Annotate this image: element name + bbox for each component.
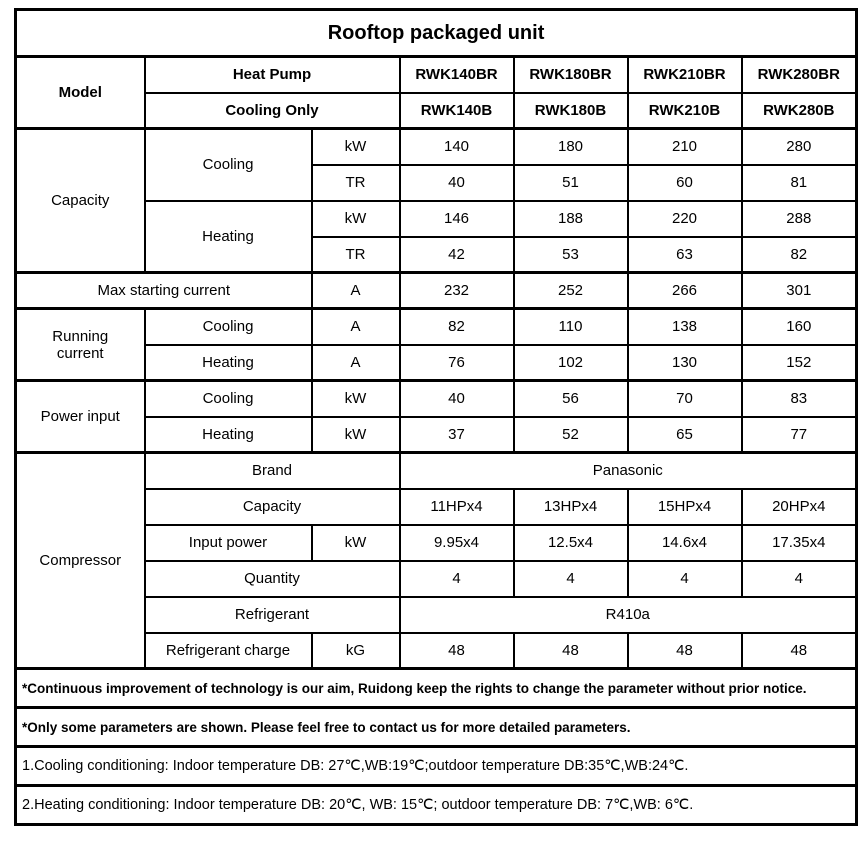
value-cell: 130: [628, 345, 742, 381]
value-cell: 4: [628, 561, 742, 597]
value-cell: 9.95x4: [400, 525, 514, 561]
running-current-label: Running current: [16, 309, 145, 381]
footnote: *Only some parameters are shown. Please feel free to contact us for more detailed parameters.: [16, 708, 857, 747]
value-cell: 232: [400, 273, 514, 309]
unit-cell: kW: [312, 525, 400, 561]
max-starting-current-label: Max starting current: [16, 273, 312, 309]
value-cell: 63: [628, 237, 742, 273]
table-row: [16, 381, 857, 417]
footnote: 2.Heating conditioning: Indoor temperature DB: 20℃, WB: 15℃; outdoor temperature DB: 7℃,WB: 6℃.: [16, 786, 857, 825]
unit-cell: TR: [312, 237, 400, 273]
cooling-label: Cooling: [145, 129, 312, 201]
capacity-label: Capacity: [16, 129, 145, 273]
value-cell: 220: [628, 201, 742, 237]
unit-cell: A: [312, 345, 400, 381]
value-cell: 82: [742, 237, 857, 273]
table-row: [16, 747, 857, 786]
model-number: RWK280B: [742, 93, 857, 129]
unit-cell: kW: [312, 129, 400, 165]
refrigerant-value: R410a: [400, 597, 857, 633]
table-row: [16, 309, 857, 345]
value-cell: 138: [628, 309, 742, 345]
unit-cell: A: [312, 273, 400, 309]
power-input-label: Power input: [16, 381, 145, 453]
table-row: [16, 786, 857, 825]
heat-pump-label: Heat Pump: [145, 57, 400, 93]
model-number: RWK280BR: [742, 57, 857, 93]
heating-label: Heating: [145, 417, 312, 453]
value-cell: 280: [742, 129, 857, 165]
model-number: RWK210BR: [628, 57, 742, 93]
unit-cell: kW: [312, 381, 400, 417]
compressor-capacity-label: Capacity: [145, 489, 400, 525]
cooling-label: Cooling: [145, 381, 312, 417]
value-cell: 81: [742, 165, 857, 201]
value-cell: 60: [628, 165, 742, 201]
value-cell: 110: [514, 309, 628, 345]
value-cell: 65: [628, 417, 742, 453]
value-cell: 301: [742, 273, 857, 309]
quantity-label: Quantity: [145, 561, 400, 597]
value-cell: 14.6x4: [628, 525, 742, 561]
value-cell: 20HPx4: [742, 489, 857, 525]
model-number: RWK180BR: [514, 57, 628, 93]
value-cell: 102: [514, 345, 628, 381]
value-cell: 52: [514, 417, 628, 453]
value-cell: 48: [742, 633, 857, 669]
cooling-only-label: Cooling Only: [145, 93, 400, 129]
value-cell: 48: [628, 633, 742, 669]
input-power-label: Input power: [145, 525, 312, 561]
unit-cell: kW: [312, 417, 400, 453]
value-cell: 140: [400, 129, 514, 165]
model-number: RWK140B: [400, 93, 514, 129]
spec-table: [14, 8, 858, 826]
heating-label: Heating: [145, 201, 312, 273]
table-row: [16, 10, 857, 57]
brand-label: Brand: [145, 453, 400, 489]
table-row: [16, 129, 857, 165]
value-cell: 56: [514, 381, 628, 417]
model-label: Model: [16, 57, 145, 129]
heating-label: Heating: [145, 345, 312, 381]
value-cell: 48: [514, 633, 628, 669]
value-cell: 53: [514, 237, 628, 273]
value-cell: 288: [742, 201, 857, 237]
model-number: RWK210B: [628, 93, 742, 129]
value-cell: 11HPx4: [400, 489, 514, 525]
value-cell: 188: [514, 201, 628, 237]
value-cell: 12.5x4: [514, 525, 628, 561]
value-cell: 48: [400, 633, 514, 669]
value-cell: 17.35x4: [742, 525, 857, 561]
unit-cell: kW: [312, 201, 400, 237]
brand-value: Panasonic: [400, 453, 857, 489]
value-cell: 70: [628, 381, 742, 417]
model-number: RWK140BR: [400, 57, 514, 93]
value-cell: 152: [742, 345, 857, 381]
value-cell: 40: [400, 165, 514, 201]
value-cell: 13HPx4: [514, 489, 628, 525]
footnote: 1.Cooling conditioning: Indoor temperature DB: 27℃,WB:19℃;outdoor temperature DB:35℃,WB:24℃.: [16, 747, 857, 786]
refrigerant-label: Refrigerant: [145, 597, 400, 633]
table-row: [16, 708, 857, 747]
value-cell: 77: [742, 417, 857, 453]
table-row: [16, 669, 857, 708]
cooling-label: Cooling: [145, 309, 312, 345]
value-cell: 82: [400, 309, 514, 345]
value-cell: 42: [400, 237, 514, 273]
unit-cell: kG: [312, 633, 400, 669]
unit-cell: A: [312, 309, 400, 345]
value-cell: 83: [742, 381, 857, 417]
model-number: RWK180B: [514, 93, 628, 129]
table-row: [16, 57, 857, 93]
value-cell: 160: [742, 309, 857, 345]
table-row: [16, 453, 857, 489]
compressor-label: Compressor: [16, 453, 145, 669]
value-cell: 4: [400, 561, 514, 597]
value-cell: 15HPx4: [628, 489, 742, 525]
value-cell: 40: [400, 381, 514, 417]
value-cell: 252: [514, 273, 628, 309]
value-cell: 180: [514, 129, 628, 165]
footnote: *Continuous improvement of technology is our aim, Ruidong keep the rights to change the parameter without prior notice.: [16, 669, 857, 708]
value-cell: 76: [400, 345, 514, 381]
unit-cell: TR: [312, 165, 400, 201]
value-cell: 4: [514, 561, 628, 597]
refrigerant-charge-label: Refrigerant charge: [145, 633, 312, 669]
value-cell: 266: [628, 273, 742, 309]
value-cell: 51: [514, 165, 628, 201]
value-cell: 4: [742, 561, 857, 597]
value-cell: 146: [400, 201, 514, 237]
value-cell: 37: [400, 417, 514, 453]
table-title: Rooftop packaged unit: [16, 10, 857, 57]
value-cell: 210: [628, 129, 742, 165]
table-row: [16, 273, 857, 309]
